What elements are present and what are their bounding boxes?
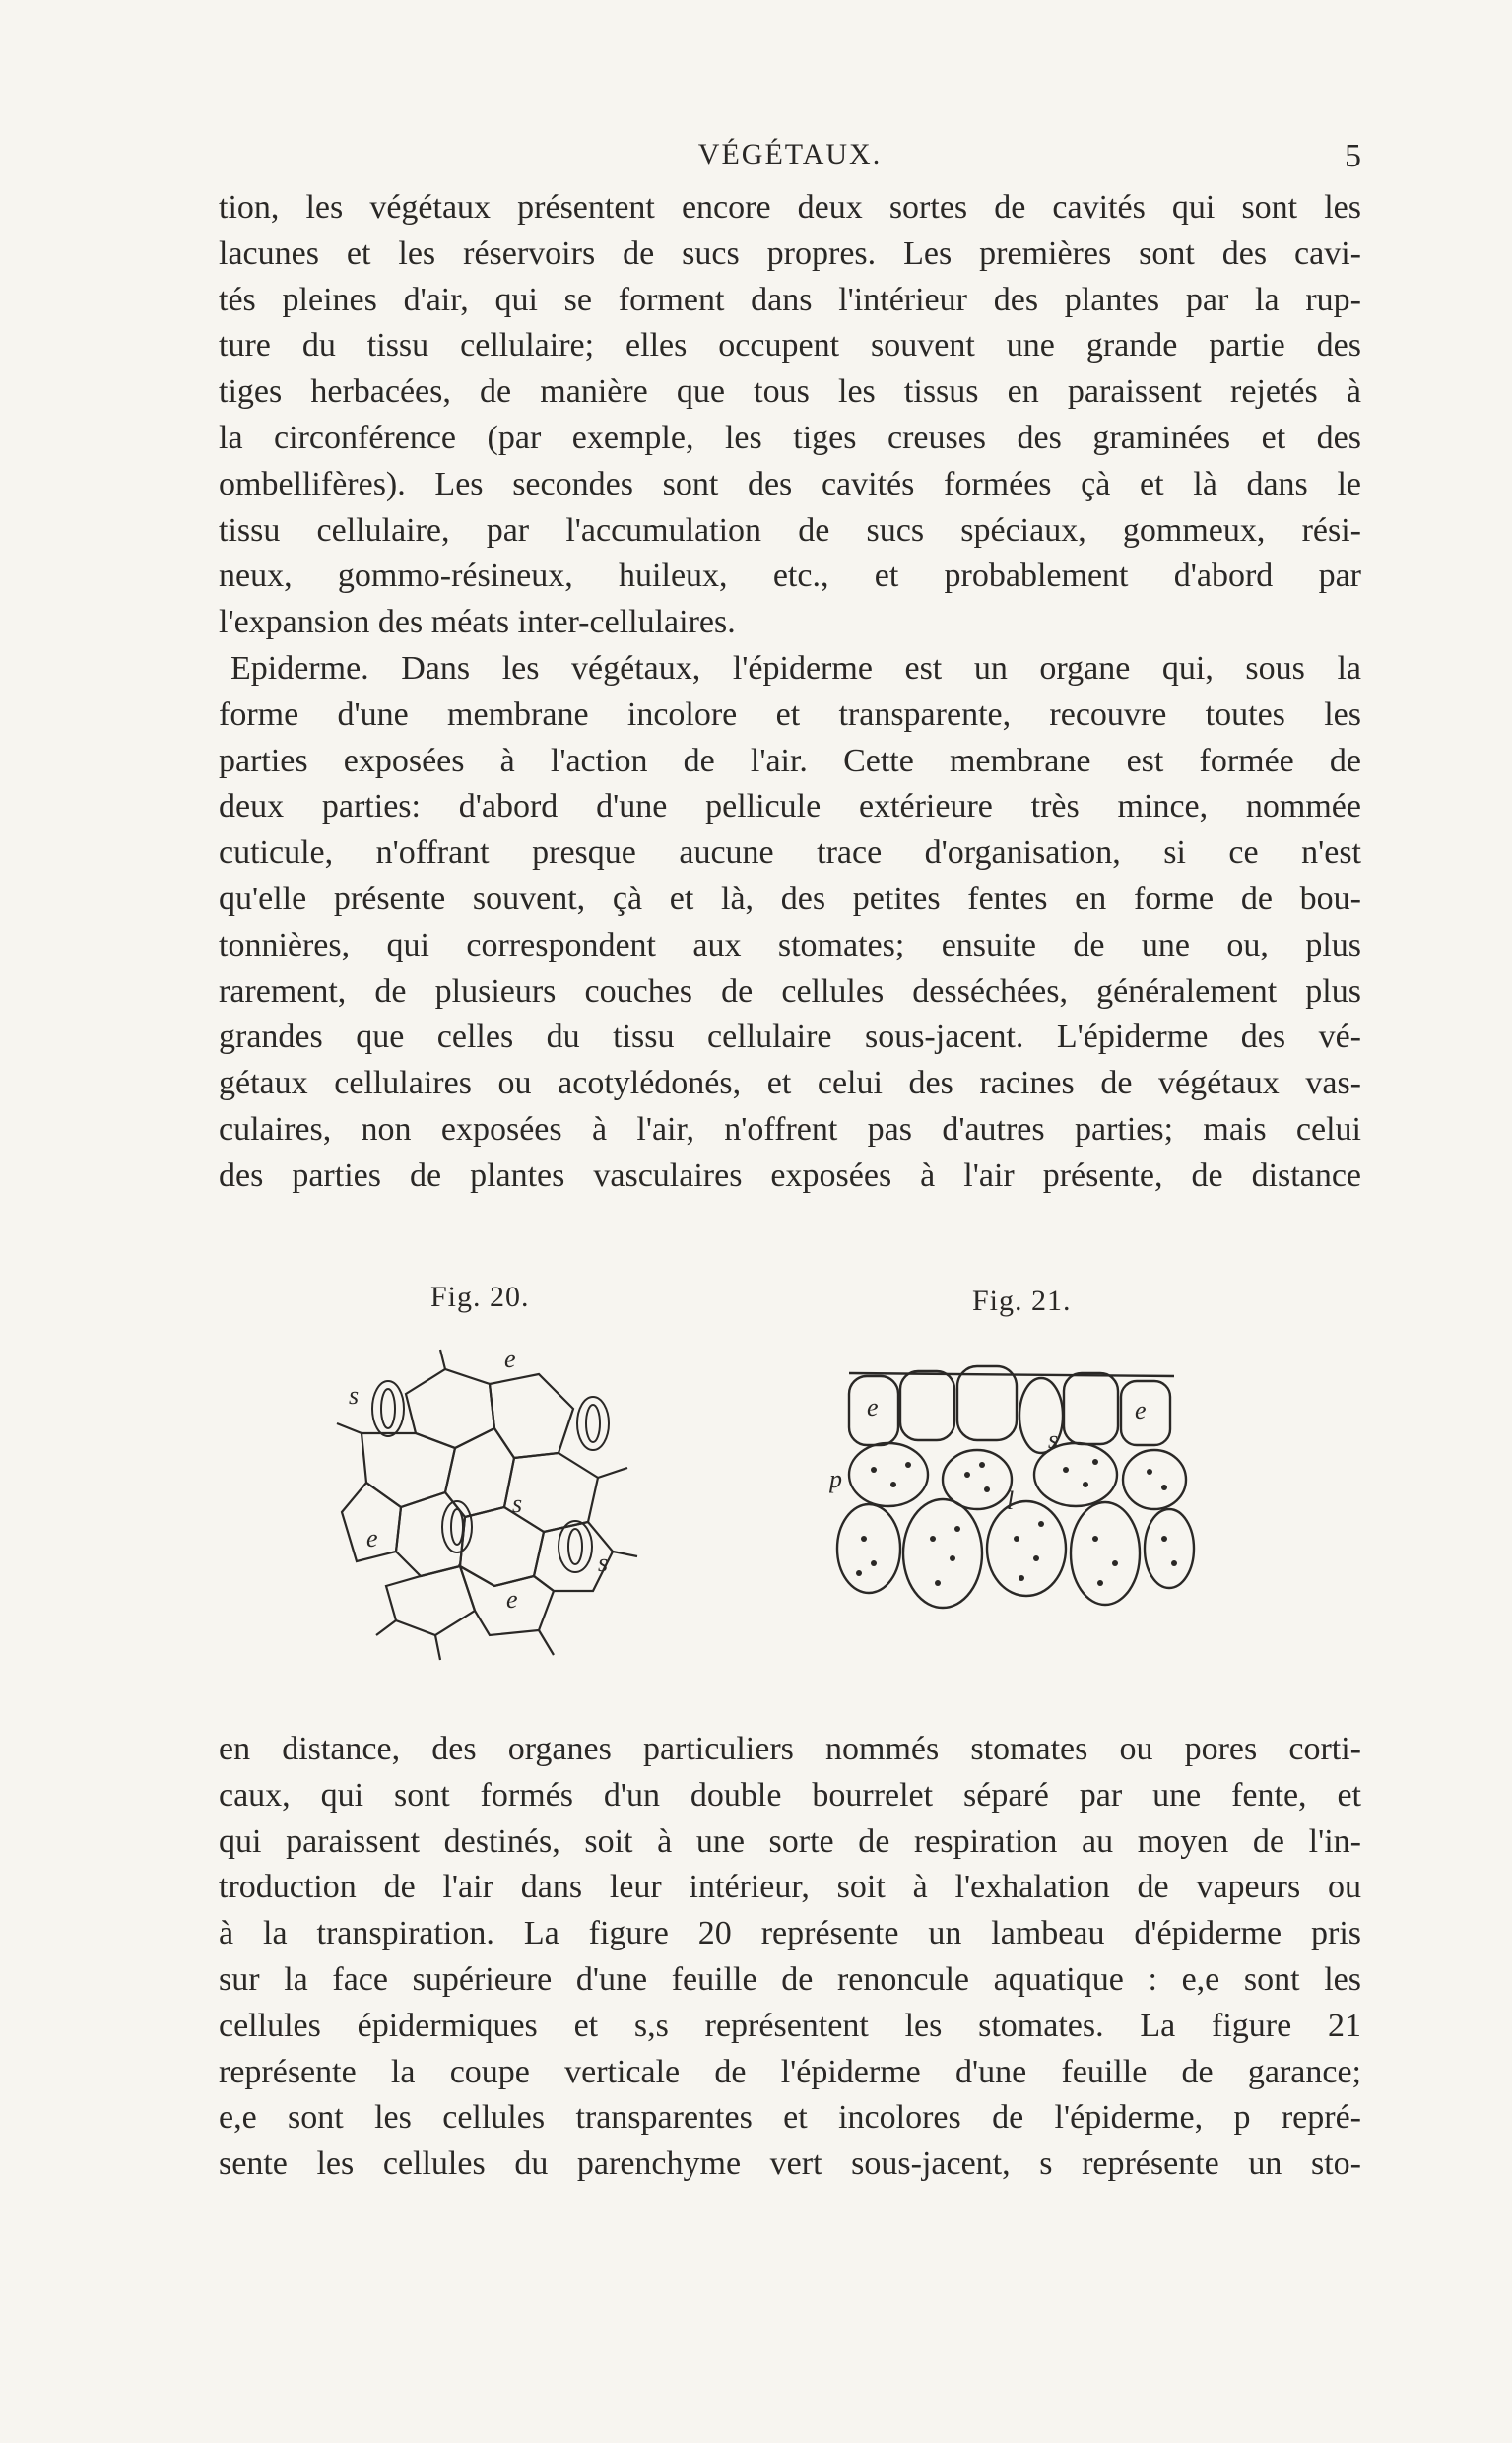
text-line: parties exposées à l'action de l'air. Cette membrane est formée de (219, 742, 1361, 779)
fig20-label-s: s (349, 1381, 360, 1410)
page-number: 5 (1345, 138, 1361, 174)
text-line: des parties de plantes vasculaires exposées à l'air présente, de distance (219, 1156, 1361, 1194)
text-line: forme d'une membrane incolore et transparente, recouvre toutes les (219, 695, 1361, 733)
text-line: grandes que celles du tissu cellulaire sous-jacent. L'épiderme des vé- (219, 1019, 1361, 1056)
text-line: rarement, de plusieurs couches de cellules desséchées, généralement plus (219, 972, 1361, 1010)
fig20-cell (396, 1492, 465, 1576)
fig21-label-p: p (829, 1465, 842, 1493)
text-line: ombellifères). Les secondes sont des cavités formées çà et là dans le (219, 465, 1361, 502)
fig20-label-e: e (506, 1585, 518, 1614)
text-line: qui paraissent destinés, soit à une sorte de respiration au moyen de l'in- (219, 1822, 1361, 1860)
fig20-cell (362, 1433, 455, 1507)
fig21-parenchyma-cell (1034, 1443, 1117, 1506)
fig20-label-s: s (598, 1549, 609, 1577)
paragraph-stomates (219, 1727, 1361, 2188)
text-line: représente la coupe verticale de l'épiderme d'une feuille de garance; (219, 2053, 1361, 2090)
fig21-label-s: s (1048, 1425, 1059, 1454)
text-line: ture du tissu cellulaire; elles occupent souvent une grande partie des (219, 327, 1361, 364)
text-line: cellules épidermiques et s,s représentent les stomates. La figure 21 (219, 2007, 1361, 2044)
text-line: sente les cellules du parenchyme vert sous-jacent, s représente un sto- (219, 2146, 1361, 2183)
fig20-epidermis-drawing (327, 1340, 642, 1665)
text-line: e,e sont les cellules transparentes et incolores de l'épiderme, p repré- (219, 2099, 1361, 2137)
fig21-parenchyma-cell (849, 1443, 928, 1506)
text-line: cuticule, n'offrant presque aucune trace d'organisation, si ce n'est (219, 834, 1361, 872)
text-line: neux, gommo-résineux, huileux, etc., et probablement d'abord par (219, 558, 1361, 595)
text-line: culaires, non exposées à l'air, n'offrent pas d'autres parties; mais celui (219, 1110, 1361, 1148)
fig20-label-s: s (512, 1489, 523, 1518)
fig21-parenchyma-cell (1123, 1450, 1186, 1509)
text-line: gétaux cellulaires ou acotylédonés, et celui des racines de végétaux vas- (219, 1065, 1361, 1102)
fig20-caption: Fig. 20. (430, 1281, 530, 1313)
paragraph-cavities (219, 185, 1361, 646)
text-line: tés pleines d'air, qui se forment dans l'intérieur des plantes par la rup- (219, 281, 1361, 318)
fig21-svg (829, 1361, 1204, 1647)
fig21-epidermal-cell (900, 1371, 954, 1440)
fig20-label-e: e (366, 1524, 378, 1552)
text-line: tiges herbacées, de manière que tous les tissus en paraissent rejetés à (219, 373, 1361, 411)
fig21-section-drawing (829, 1361, 1204, 1647)
paragraph-epiderme (219, 646, 1361, 1200)
text-line: l'expansion des méats inter-cellulaires. (219, 604, 736, 641)
fig20-svg (327, 1340, 642, 1665)
figures-area (219, 1281, 1361, 1704)
text-line: deux parties: d'abord d'une pellicule extérieure très mince, nommée (219, 788, 1361, 825)
text-line: tissu cellulaire, par l'accumulation de sucs spéciaux, gommeux, rési- (219, 511, 1361, 549)
text-line: la circonférence (par exemple, les tiges creuses des graminées et des (219, 419, 1361, 456)
fig21-label-l: l (1007, 1486, 1015, 1515)
fig21-parenchyma-cell (987, 1501, 1066, 1596)
running-title: VÉGÉTAUX. (697, 138, 883, 170)
fig20-cell (386, 1566, 475, 1635)
fig20-label-e: e (504, 1345, 516, 1373)
fig21-epidermal-cell (957, 1366, 1017, 1440)
page-header (219, 138, 1361, 187)
fig21-label-e: e (867, 1393, 879, 1421)
text-line: lacunes et les réservoirs de sucs propres. Les premières sont des cavi- (219, 234, 1361, 272)
text-line: sur la face supérieure d'une feuille de renoncule aquatique : e,e sont les (219, 1960, 1361, 1998)
text-line: Epiderme. Dans les végétaux, l'épiderme est un organe qui, sous la (230, 650, 1361, 687)
fig20-cell (406, 1369, 494, 1448)
fig21-parenchyma-cell (1071, 1502, 1140, 1605)
fig21-parenchyma-cell (1145, 1509, 1194, 1588)
text-line: à la transpiration. La figure 20 représente un lambeau d'épiderme pris (219, 1915, 1361, 1952)
fig20-cell (490, 1374, 573, 1458)
fig21-caption: Fig. 21. (972, 1285, 1072, 1317)
text-line: tion, les végétaux présentent encore deux sortes de cavités qui sont les (219, 189, 1361, 226)
text-line: troduction de l'air dans leur intérieur, soit à l'exhalation de vapeurs ou (219, 1869, 1361, 1906)
fig21-label-e: e (1135, 1396, 1147, 1424)
text-line: qu'elle présente souvent, çà et là, des petites fentes en forme de bou- (219, 880, 1361, 917)
fig21-parenchyma-cell (903, 1499, 982, 1608)
fig21-parenchyma-cell (837, 1504, 900, 1593)
text-line: caux, qui sont formés d'un double bourrelet séparé par une fente, et (219, 1776, 1361, 1814)
text-line: en distance, des organes particuliers nommés stomates ou pores corti- (219, 1731, 1361, 1767)
text-line: tonnières, qui correspondent aux stomates; ensuite de une ou, plus (219, 926, 1361, 963)
fig21-epidermal-cell (1064, 1373, 1118, 1444)
